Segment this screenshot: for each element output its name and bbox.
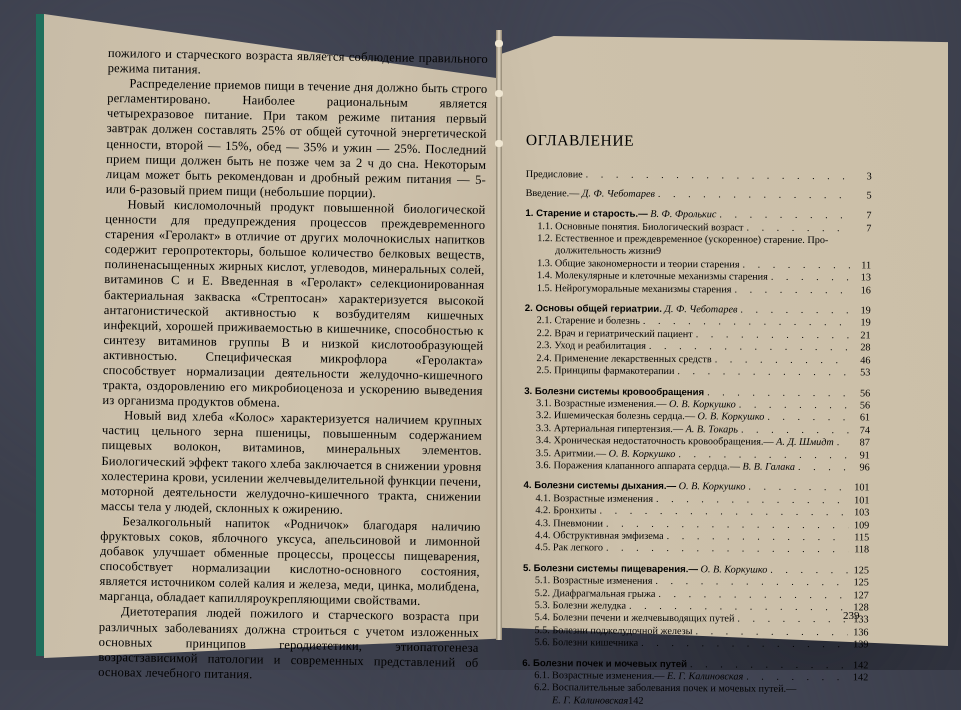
toc-leader-dots (734, 284, 849, 297)
toc-label-text: 3. Болезни системы кровообращения (524, 385, 704, 397)
paragraph: Новый кисломолочный продукт повышенной биологической ценности для предупреждения процессов преждевременного старения «Геролакт» в отличие от других молочнокислых напитков содержит геропротекторы, большое количество белковых веществ, полиненасыщенных жирных кислот, углеводов, минеральных солей, витаминов С и Е. Введенная в «Геролакт» селекционированная бактериальная закваска «Стрептосан» характеризуется высокой антагонистической активностью к возбудителям кишечных инфекций, хорошей приживаемостью в кишечнике, способностью к синтезу витаминов группы В и низкой кислотообразующей активностью. Специфическая микрофлора «Геролакта» способствует нормализации деятельности желудочно-кишечного тракта, оздоровлению его микробиоценоза и ускорению выведения из организма продуктов обмена. (102, 197, 485, 414)
toc-leader-dots (770, 564, 848, 577)
toc-page-number: 133 (851, 615, 869, 628)
toc-label-text: 1. Старение и старость.— (525, 208, 647, 220)
toc-page-number: 19 (853, 318, 871, 331)
toc-entries (522, 169, 872, 709)
toc-label-text: Введение.— (526, 188, 580, 199)
toc-leader-dots (719, 210, 850, 223)
toc-leader-dots (658, 189, 851, 203)
toc-leader-dots (715, 354, 850, 367)
toc-label-text: 6.1. Возрастные изменения.— (534, 670, 664, 682)
toc-label-text: 5.5. Болезни поджелудочной железы (535, 625, 693, 637)
toc-section (524, 460, 870, 475)
toc-page-number: 87 (852, 437, 870, 450)
toc-leader-dots (771, 272, 850, 285)
toc-page-number: 7 (853, 211, 871, 224)
toc-page-number: 125 (851, 565, 869, 578)
toc-page-number: 109 (851, 520, 869, 533)
toc-label (537, 316, 640, 329)
toc-page-number: 13 (853, 273, 871, 286)
toc-leader-dots (690, 659, 847, 673)
toc-label-text: 1.3. Общие закономерности и теории старения (537, 258, 740, 270)
toc-page-number: 11 (853, 260, 871, 273)
toc-page-number: 101 (851, 495, 869, 508)
toc-leader-dots (641, 638, 847, 652)
toc-author: О. В. Коркушко (679, 481, 746, 492)
toc-leader-dots (678, 449, 848, 463)
binding-stitch (495, 140, 503, 147)
toc-page-number: 125 (851, 577, 869, 590)
toc-label-text: 5.3. Болезни желудка (535, 600, 626, 612)
toc-leader-dots (798, 462, 849, 475)
binding-stitch (495, 90, 503, 97)
toc-author: О. В. Коркушко (669, 399, 736, 410)
toc-label (537, 283, 732, 297)
toc-label-text: 4.2. Бронхиты (535, 505, 596, 516)
toc-page-number: 118 (851, 545, 869, 558)
toc-page-number: 16 (853, 285, 871, 298)
toc-label-text: 3.3. Артериальная гипертензия.— (536, 423, 683, 435)
toc-label (535, 575, 653, 588)
toc-label-text: 6. Болезни почек и мочевых путей (522, 658, 687, 670)
toc-label-text: 5.6. Болезни кишечника (534, 637, 638, 649)
toc-label (535, 588, 656, 601)
toc-section (525, 283, 871, 298)
toc-label (526, 169, 583, 182)
toc-label-text: 3.1. Возрастные изменения.— (536, 398, 666, 410)
toc-leader-dots (748, 482, 848, 495)
toc-label-text: 2.5. Принципы фармакотерапии (536, 365, 674, 377)
toc-label-text: 1.1. Основные понятия. Биологический возраст (537, 221, 743, 233)
toc-label-text: 4.4. Обструктивная эмфизема (535, 530, 664, 542)
toc-title: ОГЛАВЛЕНИЕ (526, 135, 872, 150)
toc-page-number: 46 (852, 355, 870, 368)
toc-label (535, 542, 603, 555)
toc-leader-dots (837, 437, 849, 449)
toc-entry (526, 169, 872, 184)
toc-label-text: 5.1. Возрастные изменения (535, 575, 653, 587)
toc-label-continuation: должительность жизни (555, 246, 656, 258)
toc-author: О. В. Коркушко (701, 564, 768, 575)
book-gutter (496, 30, 502, 640)
toc-page-number: 74 (852, 425, 870, 438)
toc-section (525, 233, 871, 260)
toc-label-text: 4.5. Рак легкого (535, 542, 603, 553)
toc-label (526, 188, 655, 201)
toc-section (523, 542, 869, 557)
toc-label (536, 365, 674, 378)
toc-label (535, 530, 664, 543)
toc-label-text: 1.5. Нейрогуморальные механизмы старения (537, 283, 732, 295)
toc-page-number: 7 (853, 223, 871, 236)
toc-page-number: 142 (850, 660, 868, 673)
toc-label-text: 4.1. Возрастные изменения (535, 493, 653, 505)
toc-author: Д. Ф. Чеботарев (664, 304, 737, 316)
toc-label-text: 3.5. Аритмии.— (536, 448, 606, 459)
toc-page-number: 101 (851, 483, 869, 496)
toc-leader-dots (707, 387, 849, 400)
toc-label-text: 3.6. Поражения клапанного аппарата сердца.— (536, 460, 740, 472)
toc-label (535, 518, 603, 531)
toc-page-number: 136 (850, 627, 868, 640)
toc-page-number: 28 (852, 343, 870, 356)
toc-label (552, 695, 628, 708)
toc-author: О. В. Коркушко (609, 448, 676, 459)
toc-leader-dots (742, 259, 850, 272)
toc-author: В. В. Галака (742, 461, 795, 472)
toc-leader-dots (695, 626, 847, 639)
toc-page-number: 56 (852, 388, 870, 401)
toc-label-text: 2.1. Старение и болезнь (537, 316, 640, 328)
toc-label-text: 2. Основы общей гериатрии. (525, 303, 662, 315)
toc-label (536, 340, 645, 353)
toc-leader-dots (677, 366, 849, 380)
toc-leader-dots (741, 424, 849, 437)
toc-leader-dots (746, 222, 850, 235)
toc-label-text: 1.2. Естественное и преждевременное (ускоренное) старение. Про- (537, 233, 871, 248)
toc-page-number: 53 (852, 367, 870, 380)
binding-stitch (495, 40, 503, 47)
toc-label (522, 658, 687, 672)
toc-page-number: 21 (853, 330, 871, 343)
toc-leader-dots (740, 305, 849, 318)
toc-page-number: 142 (850, 672, 868, 685)
toc-label (536, 448, 676, 461)
toc-page-number: 142 (628, 696, 643, 709)
toc-page-number: 128 (851, 602, 869, 615)
paragraph: Новый вид хлеба «Колос» характеризуется наличием крупных частиц цельного зерна пшеницы, повышенным содержанием пищевых волокон, витаминов, минеральных элементов. Биологический эффект такого хлеба заключается в снижении уровня холестерина крови, усилении желчевыделительной функции печени, моторной деятельности желудочно-кишечного тракта, снижении массы тела у людей, склонных к ожирению. (101, 408, 483, 520)
toc-page-number: 127 (851, 590, 869, 603)
toc-page-number: 115 (851, 532, 869, 545)
toc-label-text: 3.4. Хроническая недостаточность кровообращения.— (536, 435, 774, 448)
toc-page-number: 61 (852, 413, 870, 426)
toc-label-text: 5.4. Болезни печени и желчевыводящих путей (535, 612, 735, 624)
toc-label-text: 6.2. Воспалительные заболевания почек и мочевых путей.— (534, 683, 868, 698)
toc-page-number: 91 (852, 450, 870, 463)
toc-label (534, 625, 692, 639)
toc-label (555, 246, 656, 259)
toc-label (536, 353, 711, 367)
toc-author: Е. Г. Калиновская (552, 695, 628, 707)
toc-page-number: 139 (850, 639, 868, 652)
toc-page-number: 19 (853, 305, 871, 318)
table-of-contents (522, 135, 872, 710)
toc-label-text: 4. Болезни системы дыхания.— (524, 480, 677, 492)
toc-label (534, 637, 638, 650)
toc-label-text: 1.4. Молекулярные и клеточные механизмы старения (537, 270, 768, 283)
toc-label (537, 328, 693, 341)
toc-leader-dots (737, 614, 847, 627)
toc-label (535, 493, 653, 506)
toc-section (524, 365, 870, 380)
toc-leader-dots (586, 170, 851, 184)
toc-entry (526, 188, 872, 203)
toc-page-number: 5 (854, 190, 872, 203)
toc-author: А. В. Токарь (686, 424, 738, 435)
toc-page-number: 9 (656, 246, 661, 258)
toc-label-text: 4.3. Пневмонии (535, 518, 603, 529)
toc-leader-dots (767, 412, 849, 425)
toc-page-number: 56 (852, 400, 870, 413)
toc-section (522, 682, 868, 709)
toc-section (522, 637, 868, 652)
toc-leader-dots (739, 399, 849, 412)
toc-label-text: Предисловие (526, 169, 583, 180)
paragraph: Распределение приемов пищи в течение дня должно быть строго регламентировано. Наиболее рациональным является четырехразовое питание. При таком режиме питания первый завтрак должен составлять 25% от общей суточной энергетической ценности, второй — 15%, обед — 35% и ужин — 25%. Последний прием пищи должен быть не позже чем за 2 ч до сна. Некоторым лицам может быть рекомендован и дробный режим питания — 5- или 6-разовый прием пищи (небольшие порции). (106, 76, 488, 203)
toc-page-number: 103 (851, 507, 869, 520)
toc-label-text: 2.4. Применение лекарственных средств (536, 353, 711, 365)
paragraph: пожилого и старческого возраста является соблюдение правильного режима питания. (108, 46, 488, 82)
toc-label-text: 3.2. Ишемическая болезнь сердца.— (536, 410, 695, 422)
toc-author: Д. Ф. Чеботарев (582, 188, 655, 200)
toc-label (536, 460, 795, 474)
toc-leader-dots (606, 543, 848, 557)
toc-leader-dots (696, 329, 850, 342)
toc-label-text: 2.3. Уход и реабилитация (536, 340, 645, 352)
paragraph: Диетотерапия людей пожилого и старческого возраста при различных заболеваниях должна строиться с учетом изложенных основных принципов геродиететики, этиопатогенеза возрастзависимой патологии и современных представлений об основах лечебного питания. (98, 604, 479, 685)
left-page-body-text (98, 46, 488, 686)
toc-page-number: 96 (852, 462, 870, 475)
paragraph: Безалкогольный напиток «Родничок» благодаря наличию фруктовых соков, яблочного уксуса, апельсиновой и лимонной добавок улучшает обменные процессы, процессы пищеварения, способствует нормализации кислотно-основного состояния, является источником солей калия и железа, меди, цинка, молибдена, марганца, обладает капилляроукрепляющими свойствами. (99, 514, 480, 611)
toc-label (535, 600, 626, 613)
toc-author: А. Д. Шмидт (776, 437, 834, 448)
toc-page-number: 3 (854, 172, 872, 185)
toc-leader-dots (746, 672, 847, 685)
toc-author: В. Ф. Фролькис (650, 209, 716, 220)
toc-label-text: 5. Болезни системы пищеварения.— (523, 563, 698, 575)
toc-label-text: 5.2. Диафрагмальная грыжа (535, 588, 656, 600)
toc-author: О. В. Коркушко (698, 412, 765, 423)
page-number: 239 (843, 610, 860, 622)
toc-author: Е. Г. Калиновская (667, 671, 743, 683)
toc-label-text: 2.2. Врач и гериатрический пациент (537, 328, 693, 340)
toc-label (535, 505, 596, 518)
